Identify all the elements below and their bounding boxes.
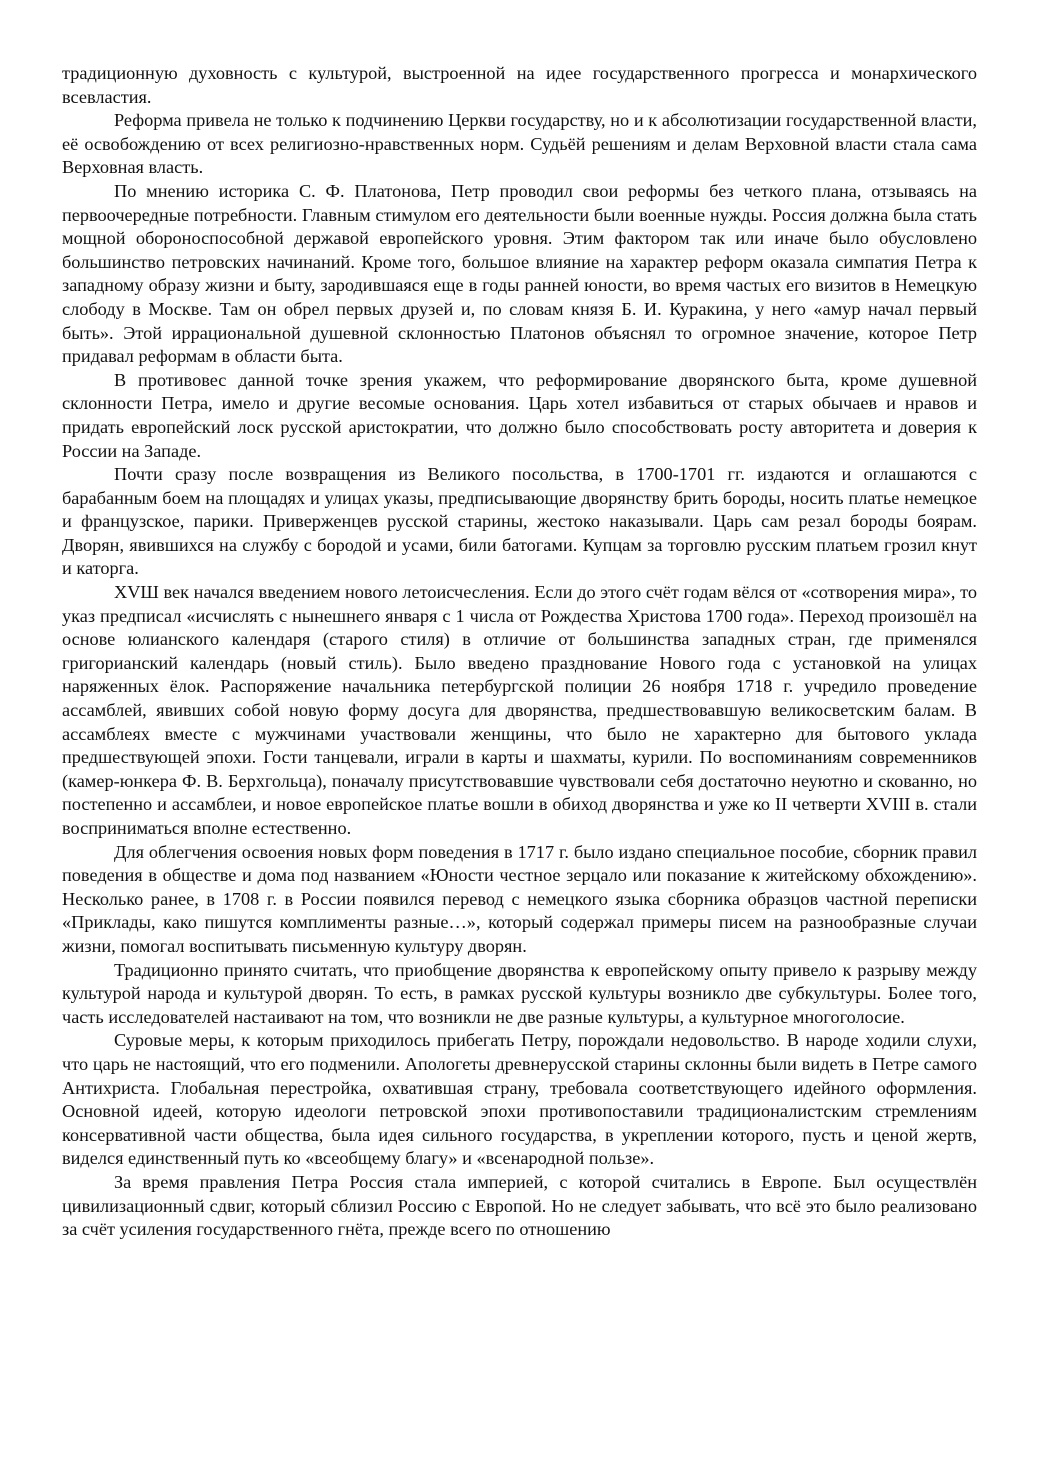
paragraph-4: В противовес данной точке зрения укажем, что реформирование дворянского быта, кроме душевной склонности Петра, имело и другие весомые основания. Царь хотел избавиться от старых обычаев и нравов и придать европейский лоск русской аристократии, что должно было способствовать росту авторитета и доверия к России на Западе. [62,369,977,461]
paragraph-1: традиционную духовность с культурой, выстроенной на идее государственного прогресса и монархического всевластия. [62,63,977,107]
paragraph-6: XVШ век начался введением нового летоисчесления. Если до этого счёт годам вёлся от «сотворения мира», то указ предписал «исчислять с нынешнего января с 1 числа от Рождества Христова 1700 года». Переход произошёл на основе юлианского календаря (старого стиля) в отличие от большинства западных стран, где применялся григорианский календарь (новый стиль). Было введено празднование Нового года с установкой на улицах наряженных ёлок. Распоряжение начальника петербургской полиции 26 ноября 1718 г. учредило проведение ассамблей, явивших собой новую форму досуга для дворянства, предшествовавшую великосветским балам. В ассамблеях вместе с мужчинами участвовали женщины, что было не характерно для бытового уклада предшествующей эпохи. Гости танцевали, играли в карты и шахматы, курили. По воспоминаниям современников (камер-юнкера Ф. В. Берхгольца), поначалу присутствовавшие чувствовали себя достаточно неуютно и скованно, но постепенно и ассамблеи, и новое европейское платье вошли в обиход дворянства и уже ко II четверти XVIII в. стали восприниматься вполне естественно. [62,582,977,838]
paragraph-10: За время правления Петра Россия стала империей, с которой считались в Европе. Был осуществлён цивилизационный сдвиг, который сблизил Россию с Европой. Но не следует забывать, что всё это было реализовано за счёт усиления государственного гнёта, прежде всего по отношению [62,1171,977,1240]
document-page [62,62,977,1242]
paragraph-2: Реформа привела не только к подчинению Церкви государству, но и к абсолютизации государственной власти, её освобождению от всех религиозно-нравственных норм. Судьёй решениям и делам Верховной власти стала сама Верховная власть. [62,110,977,178]
paragraph-3: По мнению историка С. Ф. Платонова, Петр проводил свои реформы без четкого плана, отзываясь на первоочередные потребности. Главным стимулом его деятельности были военные нужды. Россия должна была стать мощной обороноспособной державой европейского уровня. Этим фактором так или иначе было обусловлено большинство петровских начинаний. Кроме того, большое влияние на характер реформ оказала симпатия Петра к западному образу жизни и быту, зародившаяся еще в годы ранней юности, во время частых его визитов в Немецкую слободу в Москве. Там он обрел первых друзей и, по словам князя Б. И. Куракина, у него «амур начал первый быть». Этой иррациональной душевной склонностью Платонов объяснял то огромное значение, которое Петр придавал реформам в области быта. [62,180,977,367]
paragraph-7: Для облегчения освоения новых форм поведения в 1717 г. было издано специальное пособие, сборник правил поведения в обществе и дома под названием «Юности честное зерцало или показание к житейскому обхождению». Несколько ранее, в 1708 г. в России появился перевод с немецкого языка сборника образцов частной переписки «Приклады, како пишутся комплименты разные…», который содержал примеры писем на разнообразные случаи жизни, помогал воспитывать письменную культуру дворян. [62,841,977,956]
paragraph-8: Традиционно принято считать, что приобщение дворянства к европейскому опыту привело к разрыву между культурой народа и культурой дворян. То есть, в рамках русской культуры возникло две субкультуры. Более того, часть исследователей настаивают на том, что возникли не две разные культуры, а культурное многоголосие. [62,959,977,1027]
paragraph-9: Суровые меры, к которым приходилось прибегать Петру, порождали недовольство. В народе ходили слухи, что царь не настоящий, что его подменили. Апологеты древнерусской старины склонны были видеть в Петре самого Антихриста. Глобальная перестройка, охватившая страну, требовала соответствующего идейного оформления. Основной идеей, которую идеологи петровской эпохи противопоставили традиционалистским стремлениям консервативной части общества, была идея сильного государства, в укреплении которого, пусть и ценой жертв, виделся единственный путь ко «всеобщему благу» и «всенародной пользе». [62,1030,977,1169]
paragraph-5: Почти сразу после возвращения из Великого посольства, в 1700-1701 гг. издаются и оглашаются с барабанным боем на площадях и улицах указы, предписывающие дворянству брить бороды, носить платье немецкое и французское, парики. Приверженцев русской старины, жестоко наказывали. Царь сам резал бороды боярам. Дворян, явившихся на службу с бородой и усами, били батогами. Купцам за торговлю русским платьем грозил кнут и каторга. [62,464,977,579]
